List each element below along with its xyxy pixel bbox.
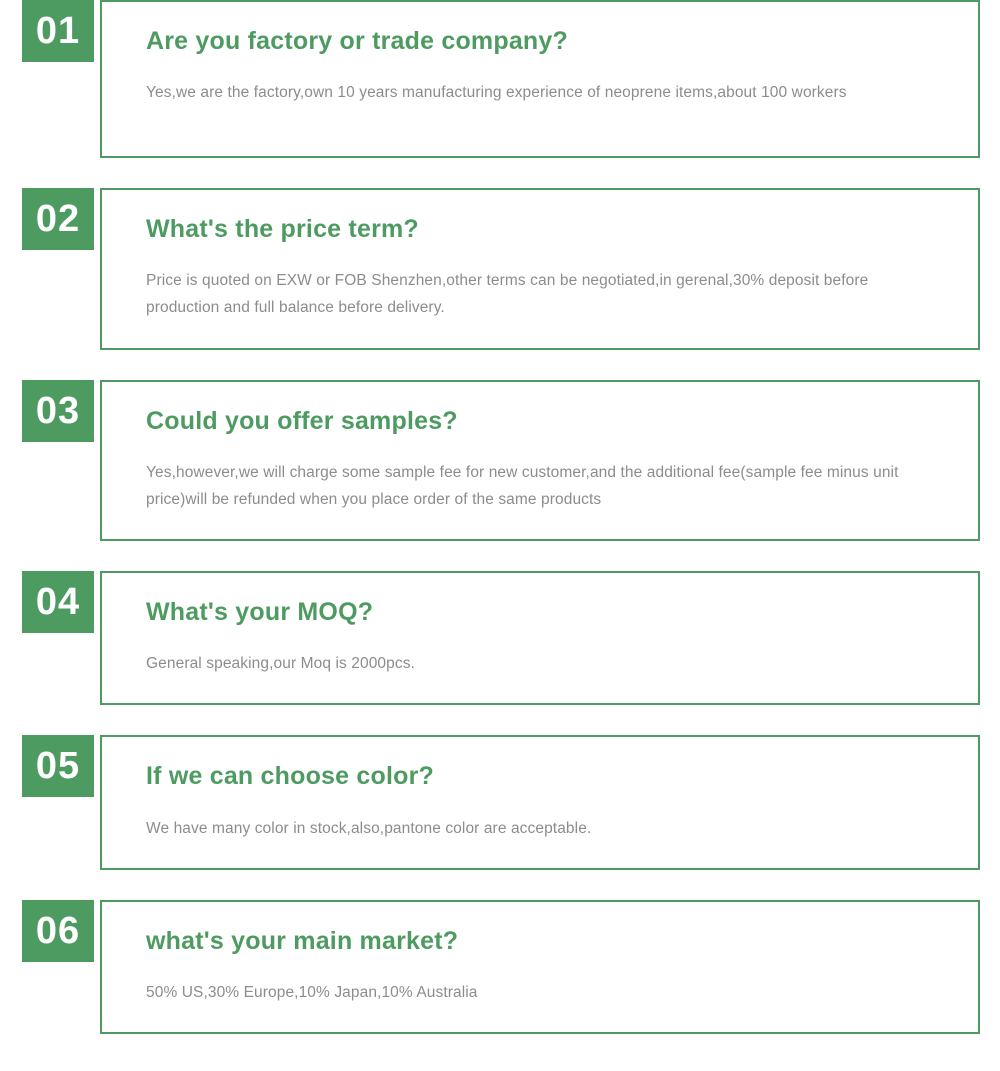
faq-item	[0, 380, 1000, 542]
faq-number-badge: 02	[22, 188, 94, 250]
faq-body	[100, 571, 980, 705]
faq-body	[100, 735, 980, 869]
faq-number-badge: 04	[22, 571, 94, 633]
faq-body	[100, 0, 980, 158]
faq-question: What's your MOQ?	[146, 598, 374, 626]
faq-item	[0, 188, 1000, 350]
faq-item	[0, 571, 1000, 705]
faq-item	[0, 900, 1000, 1034]
faq-question: Are you factory or trade company?	[146, 27, 568, 55]
faq-question: what's your main market?	[146, 926, 459, 955]
faq-question: If we can choose color?	[146, 762, 434, 791]
faq-body	[100, 188, 980, 350]
faq-question: Could you offer samples?	[146, 406, 458, 435]
faq-number-badge: 03	[22, 380, 94, 442]
faq-answer: General speaking,our Moq is 2000pcs.	[146, 655, 415, 673]
faq-answer: Yes,however,we will charge some sample fee for new customer,and the additional fee(sample fee minus unit price)will be refunded when you place order of the same products	[146, 463, 899, 508]
faq-body	[100, 900, 980, 1034]
faq-number-badge: 06	[22, 900, 94, 962]
faq-item	[0, 0, 1000, 158]
faq-question: What's the price term?	[146, 215, 419, 243]
faq-number-badge: 05	[22, 735, 94, 797]
faq-answer: Price is quoted on EXW or FOB Shenzhen,other terms can be negotiated,in gerenal,30% deposit before production and full balance before delivery.	[146, 272, 869, 317]
faq-body	[100, 380, 980, 542]
faq-number-badge: 01	[22, 0, 94, 62]
faq-item	[0, 735, 1000, 869]
faq-answer: We have many color in stock,also,pantone color are acceptable.	[146, 819, 592, 837]
faq-answer: Yes,we are the factory,own 10 years manufacturing experience of neoprene items,about 100 workers	[146, 84, 847, 102]
faq-answer: 50% US,30% Europe,10% Japan,10% Australia	[146, 984, 478, 1001]
